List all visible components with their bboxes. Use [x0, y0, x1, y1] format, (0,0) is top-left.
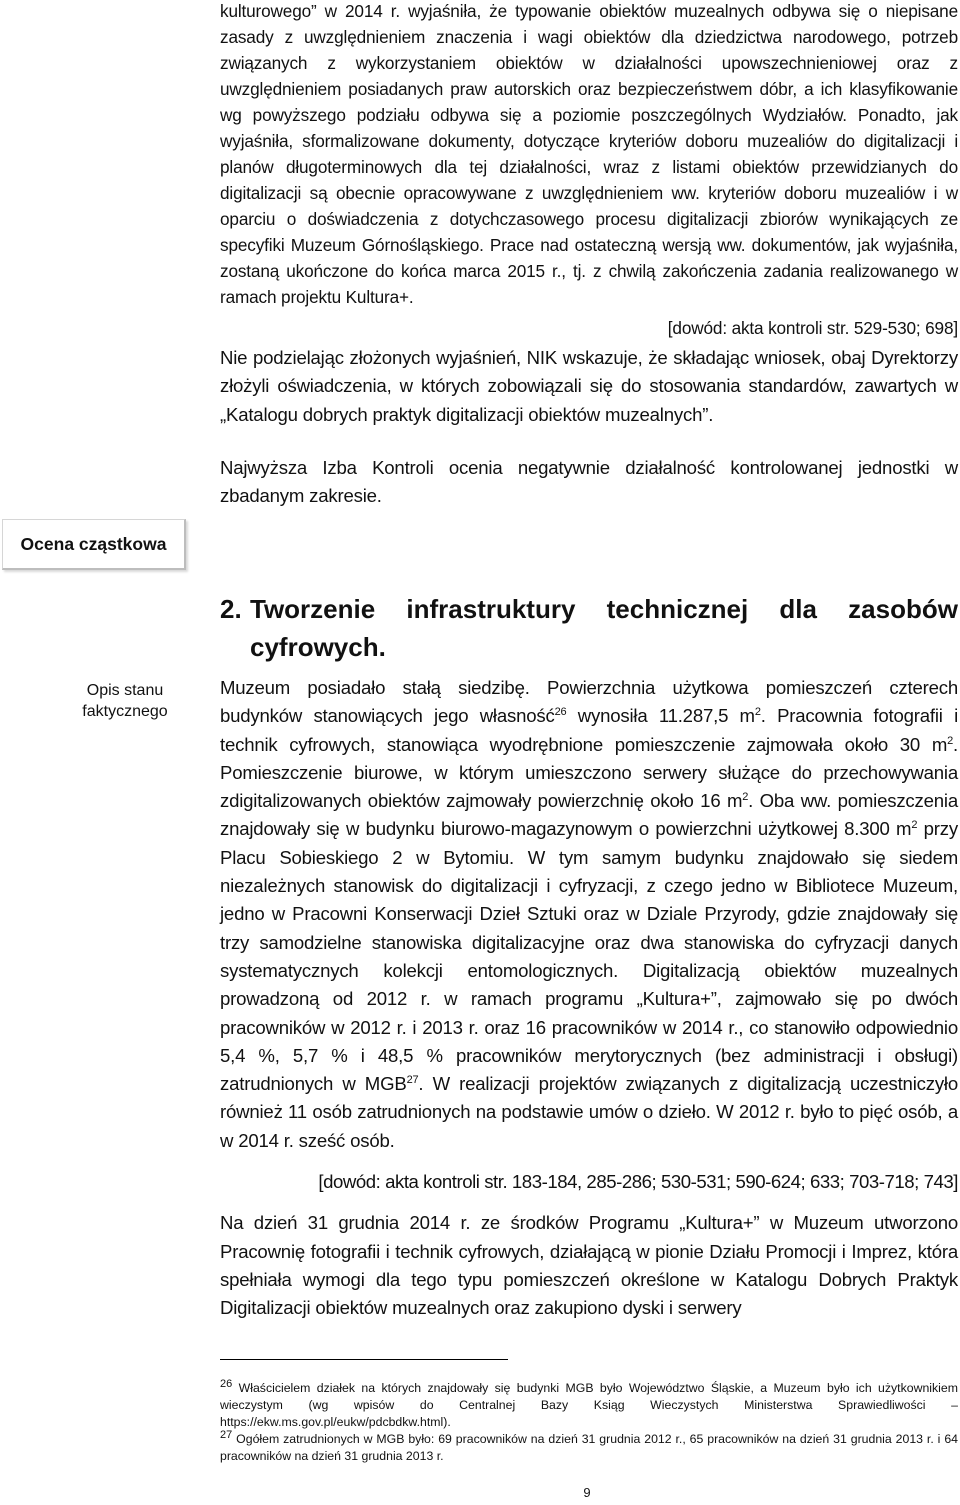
- main-column: [220, 0, 958, 510]
- section-number: 2.: [220, 594, 242, 624]
- partial-assessment-label: Ocena cząstkowa: [20, 533, 167, 554]
- factual-description-note: Opis stanu faktycznego: [82, 682, 168, 720]
- partial-assessment-box: [2, 519, 186, 570]
- section-heading: 2. Tworzenie infrastruktury technicznej dla zasobów cyfrowych.: [220, 590, 958, 666]
- paragraph-photo-studio: Na dzień 31 grudnia 2014 r. ze środków Programu „Kultura+” w Muzeum utworzono Pracownię fotografii i technik cyfrowych, działającą w pionie Działu Promocji i Imprez, która spełniała wymogi dla tego typu pomieszczeń określone w Katalogu Dobrych Praktyk Digitalizacji obiektów muzealnych oraz zakupiono dyski i serwery: [220, 1212, 958, 1319]
- main-column-lower: [220, 674, 958, 1323]
- footnote-27: $^{27}$ Ogółem zatrudnionych w MGB było: 69 pracowników na dzień 31 grudnia 2012 r., 65 pracowników na dzień 31 grudnia 2013 r. i 64 pracowników na dzień 31 grudnia 2013 r.: [220, 1428, 958, 1463]
- paragraph-assessment: Najwyższa Izba Kontroli ocenia negatywnie działalność kontrolowanej jednostki w zbadanym zakresie.: [220, 456, 958, 507]
- footnotes: [220, 1377, 958, 1465]
- evidence-reference: [dowód: akta kontroli str. 183-184, 285-286; 530-531; 590-624; 633; 703-718; 743]: [318, 1171, 958, 1193]
- evidence-reference: [dowód: akta kontroli str. 529-530; 698]: [667, 318, 958, 338]
- footnote-26: $^{26}$ Właścicielem działek na których znajdowały się budynki MGB było Województwo Śląskie, a Muzeum było ich użytkownikiem wieczystym (wg wpisów do Centralnej Bazy Ksiąg Wieczystych Ministerstwa Sprawiedliwości – https://ekw.ms.gov.pl/eukw/pdcbdkw.html).: [220, 1377, 958, 1429]
- paragraph-nik-position: Nie podzielając złożonych wyjaśnień, NIK wskazuje, że składając wniosek, obaj Dyrektorzy złożyli oświadczenia, w których zobowiązali się do stosowania standardów, zawartych w „Katalogu dobrych praktyk digitalizacji obiektów muzealnych”.: [220, 347, 958, 425]
- paragraph-infrastructure: Muzeum posiadało stałą siedzibę. Powierzchnia użytkowa pomieszczeń czterech budynków stanowiących jego własność$^{26}$ wynosiła 11.287,5 $m^2$. Pracownia fotografii i technik cyfrowych, stanowiąca wyodrębnione pomieszczenie zajmowała około 30 $m^2$. Pomieszczenie biurowe, w którym umieszczono serwery służące do przechowywania zdigitalizowanych obiektów zajmowały powierzchnię około 16 $m^2$. Oba ww. pomieszczenia znajdowały się w budynku biurowo-magazynowym o powierzchni użytkowej 8.300 $m^2$ przy Placu Sobieskiego 2 w Bytomiu. W tym samym budynku znajdowało się siedem niezależnych stanowisk do digitalizacji i cyfryzacji, z czego jedno w Bibliotece Muzeum, jedno w Pracowni Konserwacji Dzieł Sztuki oraz w Dziale Przyrody, gdzie znajdowały się trzy samodzielne stanowiska digitalizacyjne oraz dwa stanowiska do cyfryzacji danych systematycznych kolekcji entomologicznych. Digitalizacją obiektów muzealnych prowadzoną od 2012 r. w ramach programu „Kultura+”, zajmowało się po dwóch pracowników w 2012 r. i 2013 r. oraz 16 pracowników w 2014 r., co stanowiło odpowiednio 5,4 %, 5,7 % i 48,5 % pracowników merytorycznych (bez administracji i obsługi) zatrudnionych w MGB$^{27}$. W realizacji projektów związanych z digitalizacją uczestniczyło również 11 osób zatrudnionych na podstawie umów o dzieło. W 2012 r. było to pięć osób, a w 2014 r. sześć osób.: [220, 677, 959, 1151]
- footnote-ref-26: 26: [554, 706, 567, 719]
- page-number: 9: [583, 1485, 591, 1500]
- footnote-ref-27: 27: [406, 1073, 419, 1086]
- paragraph-explanation: kulturowego” w 2014 r. wyjaśniła, że typowanie obiektów muzealnych odbywa się o niepisane zasady z uwzględnieniem znaczenia i wagi obiektów dla dziedzictwa narodowego, potrzeb związanych z wykorzystaniem obiektów w działalności upowszechnieniowej oraz z uwzględnieniem posiadanych praw autorskich oraz bezpieczeństwem dóbr, a ich klasyfikowanie wg powyższego podziału odbywa się a poziomie poszczególnych Wydziałów. Ponadto, jak wyjaśniła, sformalizowane dokumenty, dotyczące kryteriów doboru muzealiów do digitalizacji i planów długoterminowych dla tej działalności, wraz z listami obiektów przewidzianych do digitalizacji są obecnie opracowywane z uwzględnieniem ww. kryteriów doboru muzealiów i w oparciu o doświadczenia z dotychczasowego procesu digitalizacji zbiorów wynikających ze specyfiki Muzeum Górnośląskiego. Prace nad ostateczną wersją ww. dokumentów, jak wyjaśniła, zostaną ukończone do końca marca 2015 r., tj. z chwilą zakończenia zadania realizowanego w ramach projektu Kultura+.: [220, 1, 958, 307]
- footnote-separator: [220, 1359, 508, 1360]
